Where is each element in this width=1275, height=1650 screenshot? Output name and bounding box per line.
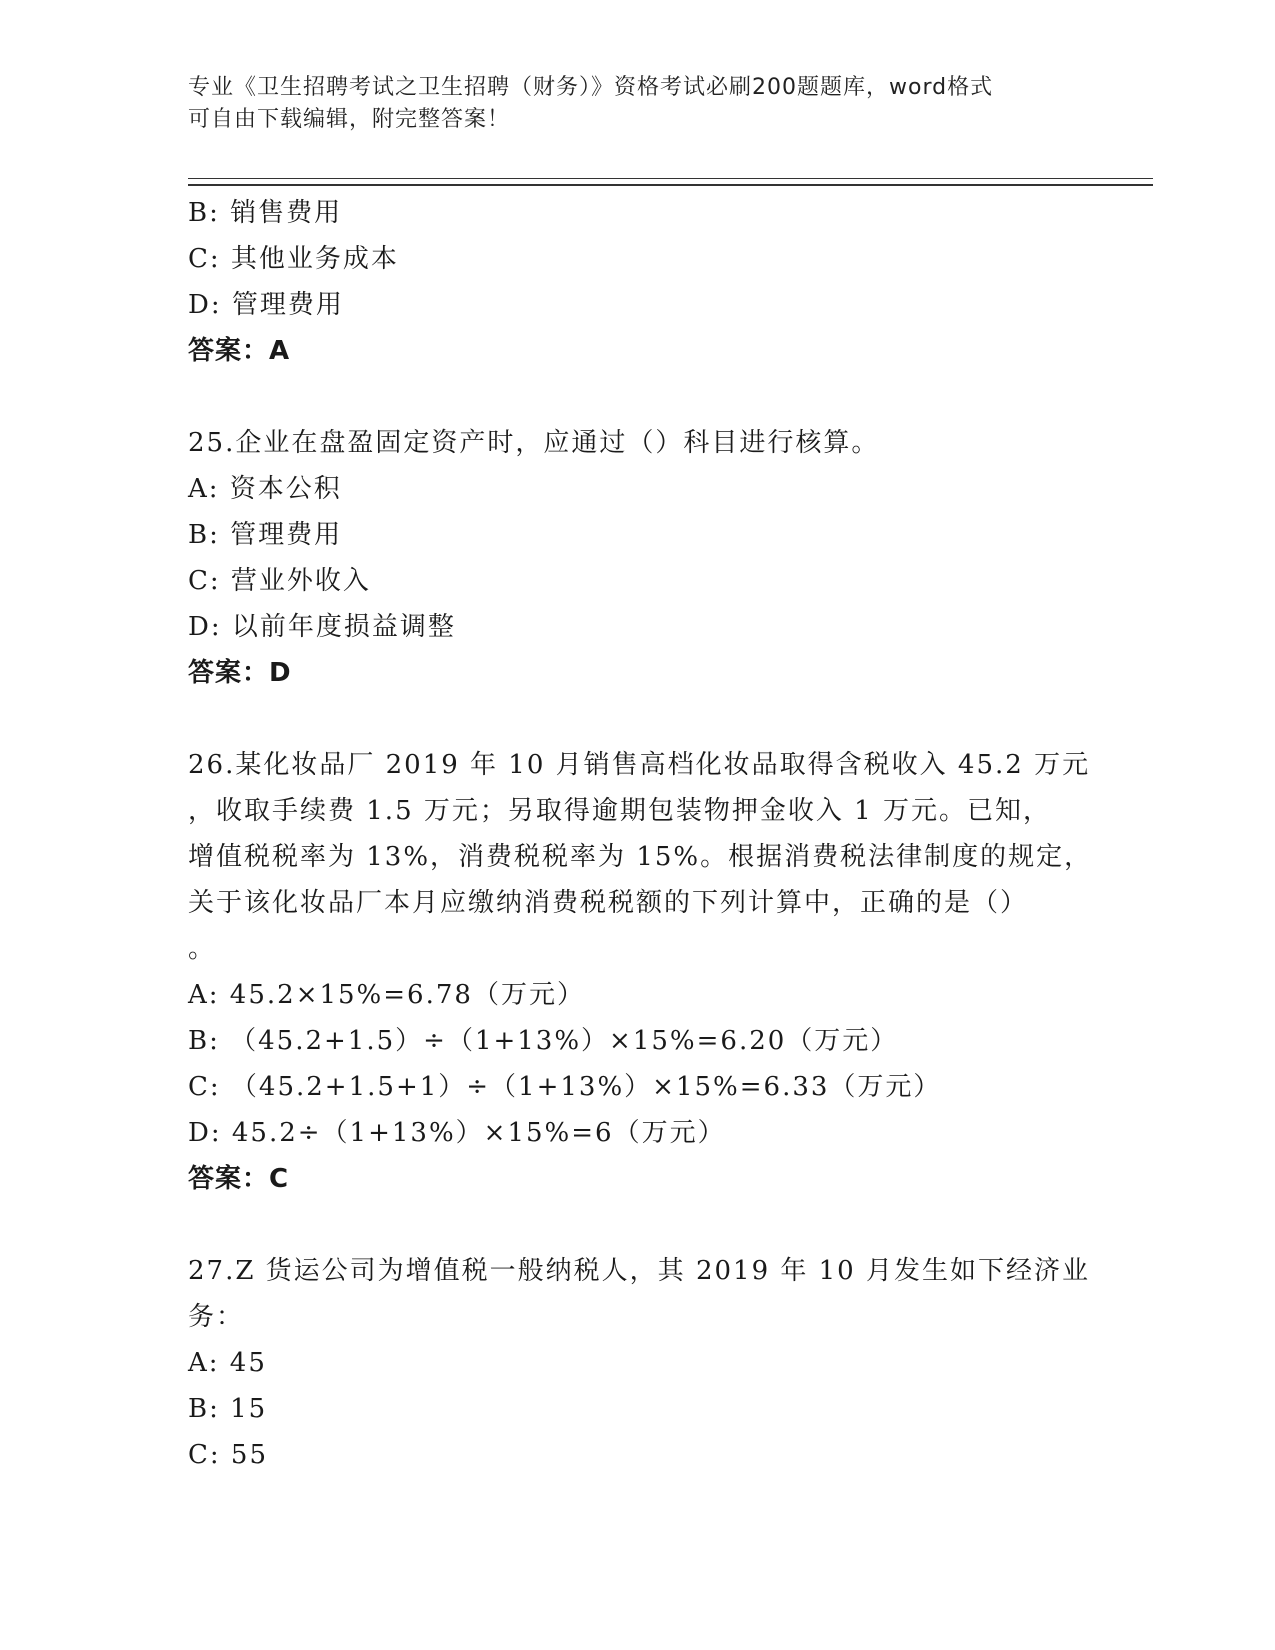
- option-a: A: 资本公积: [188, 474, 342, 504]
- option-a: A: 45.2×15%=6.78（万元）: [188, 980, 585, 1010]
- header-line-2: 可自由下载编辑，附完整答案！: [188, 107, 511, 132]
- option-c: C: 营业外收入: [188, 566, 371, 596]
- option-d: D: 45.2÷（1+13%）×15%=6（万元）: [188, 1118, 726, 1148]
- option-a: A: 45: [188, 1348, 267, 1378]
- question-text-line: 关于该化妆品厂本月应缴纳消费税税额的下列计算中，正确的是（）: [188, 888, 1029, 918]
- page-header: [188, 72, 1068, 136]
- option-c: C: 55: [188, 1440, 269, 1470]
- header-line-1: 专业《卫生招聘考试之卫生招聘（财务）》资格考试必刷200题题库，word格式: [188, 75, 994, 100]
- option-b: B: 15: [188, 1394, 268, 1424]
- option-c: C: （45.2+1.5+1）÷（1+13%）×15%=6.33（万元）: [188, 1072, 942, 1102]
- option-b: B: 销售费用: [188, 198, 343, 228]
- question-text: 25.企业在盘盈固定资产时，应通过（）科目进行核算。: [188, 428, 880, 458]
- question-text-line: 增值税税率为 13%，消费税税率为 15%。根据消费税法律制度的规定，: [188, 842, 1093, 872]
- question-text-line: ，收取手续费 1.5 万元；另取得逾期包装物押金收入 1 万元。已知，: [188, 796, 1051, 826]
- answer-line: 答案：A: [188, 336, 291, 366]
- question-25: [188, 420, 1068, 696]
- header-divider: [188, 178, 1153, 186]
- answer-line: 答案：C: [188, 1164, 290, 1194]
- option-c: C: 其他业务成本: [188, 244, 399, 274]
- question-text-line: 27.Z 货运公司为增值税一般纳税人，其 2019 年 10 月发生如下经济业: [188, 1256, 1090, 1286]
- question-26: [188, 742, 1093, 1202]
- question-text-line: 。: [188, 934, 217, 964]
- question-text-line: 26.某化妆品厂 2019 年 10 月销售高档化妆品取得含税收入 45.2 万元: [188, 750, 1091, 780]
- option-d: D: 管理费用: [188, 290, 344, 320]
- previous-question-block: [188, 190, 1068, 374]
- answer-line: 答案：D: [188, 658, 292, 688]
- question-text-line: 务：: [188, 1302, 245, 1332]
- question-body: [188, 190, 1093, 1478]
- option-b: B: （45.2+1.5）÷（1+13%）×15%=6.20（万元）: [188, 1026, 899, 1056]
- question-27: [188, 1248, 1090, 1478]
- option-d: D: 以前年度损益调整: [188, 612, 456, 642]
- option-b: B: 管理费用: [188, 520, 343, 550]
